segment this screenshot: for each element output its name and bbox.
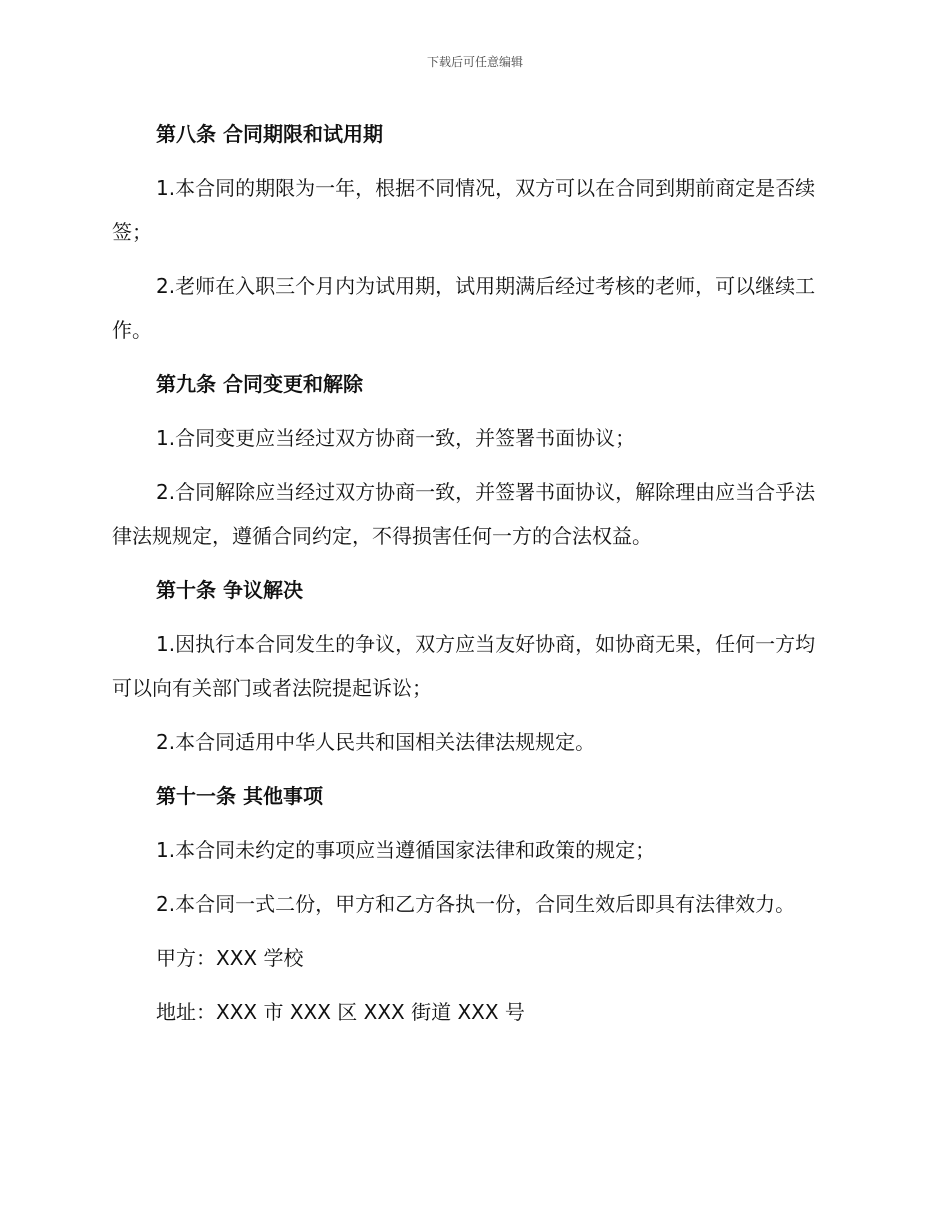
paragraph: 2.老师在入职三个月内为试用期，试用期满后经过考核的老师，可以继续工作。 xyxy=(112,274,816,342)
address-line: 地址：XXX 市 XXX 区 XXX 街道 XXX 号 xyxy=(156,1000,525,1024)
section-heading-8: 第八条 合同期限和试用期 xyxy=(156,122,383,146)
paragraph: 2.合同解除应当经过双方协商一致，并签署书面协议，解除理由应当合乎法律法规规定，遵循合同约定，不得损害任何一方的合法权益。 xyxy=(112,480,816,548)
paragraph: 1.因执行本合同发生的争议，双方应当友好协商，如协商无果，任何一方均可以向有关部门或者法院提起诉讼； xyxy=(112,632,816,700)
paragraph: 2.本合同一式二份，甲方和乙方各执一份，合同生效后即具有法律效力。 xyxy=(156,892,796,916)
party-a-line: 甲方：XXX 学校 xyxy=(156,946,304,970)
section-heading-11: 第十一条 其他事项 xyxy=(156,784,323,808)
paragraph: 1.本合同的期限为一年，根据不同情况，双方可以在合同到期前商定是否续签； xyxy=(112,176,816,244)
page-header: 下载后可任意编辑 xyxy=(426,55,523,69)
section-heading-9: 第九条 合同变更和解除 xyxy=(156,372,363,396)
section-heading-10: 第十条 争议解决 xyxy=(156,578,303,602)
paragraph: 2.本合同适用中华人民共和国相关法律法规规定。 xyxy=(156,730,596,754)
document-body xyxy=(112,112,832,1044)
paragraph: 1.合同变更应当经过双方协商一致，并签署书面协议； xyxy=(156,426,636,450)
paragraph: 1.本合同未约定的事项应当遵循国家法律和政策的规定； xyxy=(156,838,656,862)
